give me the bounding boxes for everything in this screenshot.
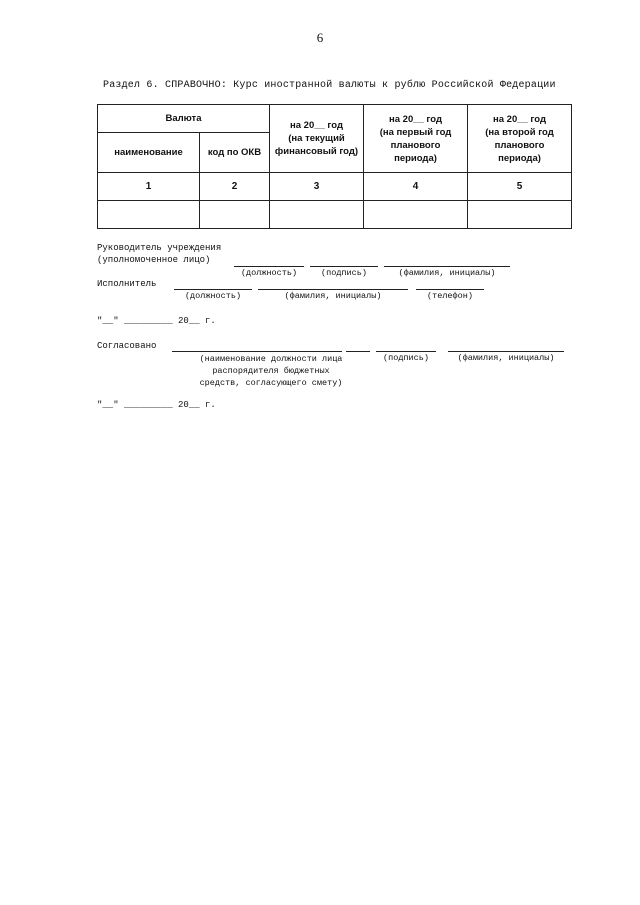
column-number: 1 <box>98 173 200 201</box>
col3-header: на 20__ год (на текущий финансовый год) <box>270 105 364 173</box>
currency-rate-table <box>97 104 572 229</box>
agreed-position-caption: (наименование должности лица распорядителя бюджетных средств, согласующего смету) <box>199 354 343 388</box>
head-position-line[interactable] <box>234 266 304 267</box>
executor-name-caption: (фамилия, инициалы) <box>284 291 382 301</box>
agreed-name-caption: (фамилия, инициалы) <box>457 353 555 363</box>
okv-header: код по ОКВ <box>200 133 270 173</box>
section-title: Раздел 6. СПРАВОЧНО: Курс иностранной валюты к рублю Российской Федерации <box>103 80 556 91</box>
table-cell[interactable] <box>364 201 468 229</box>
name-header: наименование <box>98 133 200 173</box>
agreed-label: Согласовано <box>97 341 157 351</box>
table-cell[interactable] <box>98 201 200 229</box>
date-line[interactable]: "__" _________ 20__ г. <box>97 316 216 326</box>
head-name-caption: (фамилия, инициалы) <box>398 268 496 278</box>
agreed-position-line[interactable] <box>172 351 342 352</box>
head-signature-line[interactable] <box>310 266 378 267</box>
currency-header: Валюта <box>98 105 270 133</box>
column-number: 3 <box>270 173 364 201</box>
agreed-name-line[interactable] <box>448 351 564 352</box>
column-number: 5 <box>468 173 572 201</box>
head-sublabel: (уполномоченное лицо) <box>97 255 211 265</box>
col5-header: на 20__ год (на второй год планового периода) <box>468 105 572 173</box>
agreed-signature-caption: (подпись) <box>383 353 429 363</box>
page-number: 6 <box>316 30 324 45</box>
date-line[interactable]: "__" _________ 20__ г. <box>97 400 216 410</box>
agreed-position-line-ext <box>346 351 370 352</box>
table-row <box>98 201 572 229</box>
executor-phone-caption: (телефон) <box>427 291 473 301</box>
col4-header: на 20__ год (на первый год планового периода) <box>364 105 468 173</box>
head-position-caption: (должность) <box>240 268 298 278</box>
executor-position-caption: (должность) <box>184 291 242 301</box>
table-cell[interactable] <box>468 201 572 229</box>
column-number: 4 <box>364 173 468 201</box>
executor-name-line[interactable] <box>258 289 408 290</box>
table-cell[interactable] <box>200 201 270 229</box>
executor-label: Исполнитель <box>97 279 157 289</box>
executor-position-line[interactable] <box>174 289 252 290</box>
agreed-signature-line[interactable] <box>376 351 436 352</box>
table-cell[interactable] <box>270 201 364 229</box>
head-name-line[interactable] <box>384 266 510 267</box>
executor-phone-line[interactable] <box>416 289 484 290</box>
head-label: Руководитель учреждения <box>97 243 222 253</box>
column-number: 2 <box>200 173 270 201</box>
head-signature-caption: (подпись) <box>321 268 367 278</box>
